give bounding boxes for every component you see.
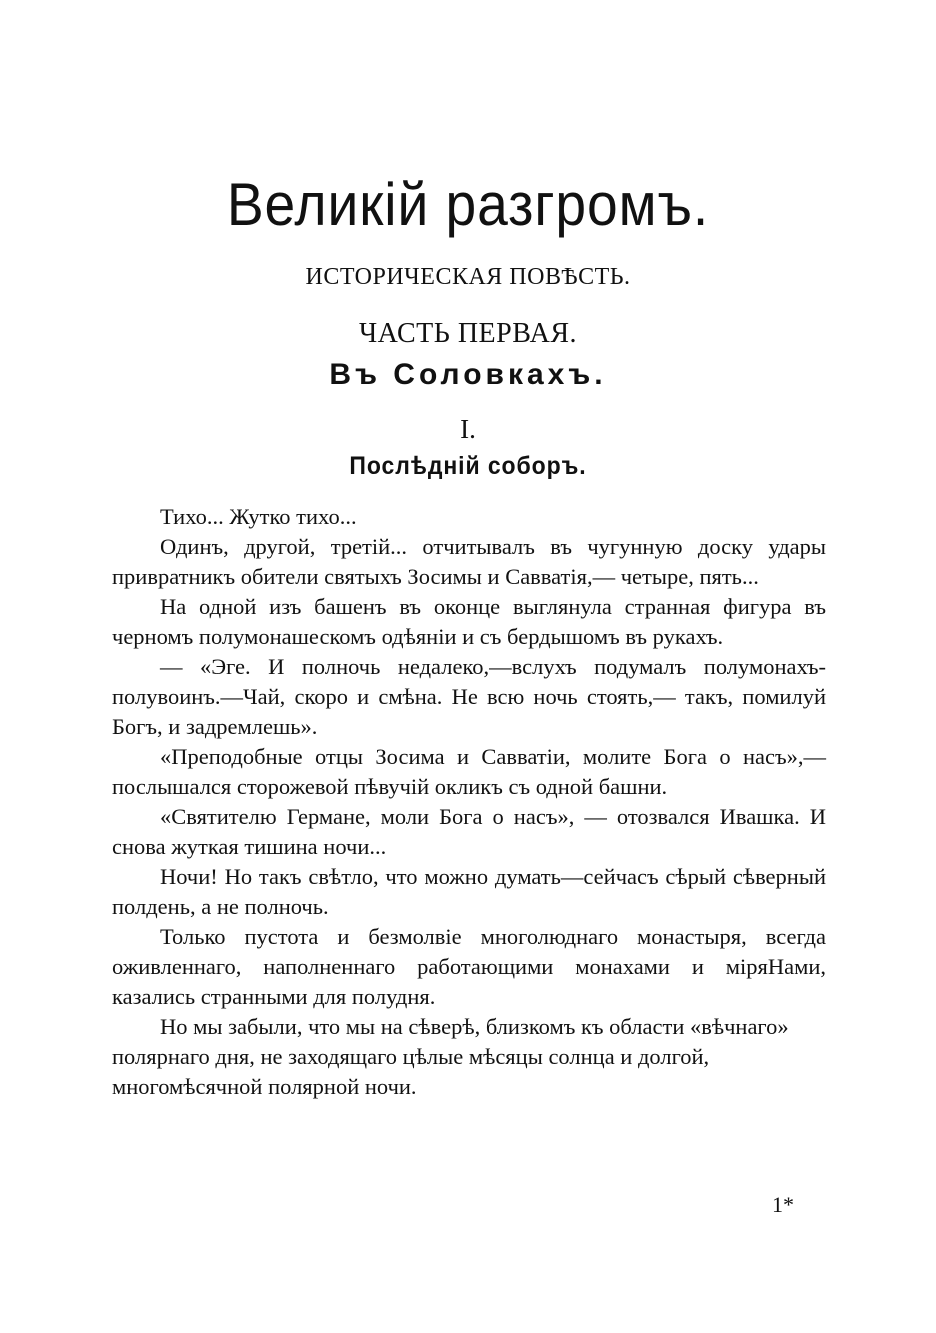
book-title: Великій разгромъ. [226,171,710,238]
part-heading: ЧАСТЬ ПЕРВАЯ. [358,318,578,349]
chapter-body [112,502,826,1102]
paragraph: «Святителю Германе, моли Бога о насъ», — отозвался Ивашка. И снова жуткая тишина ночи... [112,804,826,859]
chapter-number: I. [460,414,476,444]
paragraph: «Преподобные отцы Зосима и Савватіи, молите Бога о насъ»,—послышался сторожевой пѣвучій окликъ съ одной башни. [112,744,826,799]
paragraph: Только пустота и безмолвіе многолюднаго монастыря, всегда оживленнаго, наполненнаго работающими монахами и міряНами, казались странными для полудня. [112,924,826,1009]
paragraph: Одинъ, другой, третій... отчитывалъ въ чугунную доску удары привратникъ обители святыхъ Зосимы и Савватія,— четыре, пять... [112,534,826,589]
chapter-title: Послѣдній соборъ. [349,452,587,480]
part-title: Въ Соловкахъ. [329,358,607,391]
paragraph: Тихо... Жутко тихо... [160,504,357,529]
page-number: 1* [772,1192,794,1217]
paragraph: На одной изъ башенъ въ оконце выглянула странная фигура въ черномъ полумонашескомъ одѣяніи и съ бердышомъ въ рукахъ. [112,594,826,649]
paragraph: Ночи! Но такъ свѣтло, что можно думать—сейчасъ сѣрый сѣверный полдень, а не полночь. [112,864,826,919]
paragraph: Но мы забыли, что мы на сѣверѣ, близкомъ къ области «вѣчнаго» полярнаго дня, не заходящаго цѣлые мѣсяцы солнца и долгой, многомѣсячной полярной ночи. [112,1014,789,1099]
book-subtitle: ИСТОРИЧЕСКАЯ ПОВѢСТЬ. [305,264,631,290]
paragraph: — «Эге. И полночь недалеко,—вслухъ подумалъ полумонахъ-полувоинъ.—Чай, скоро и смѣна. Не всю ночь стоять,— такъ, помилуй Богъ, и задремлешь». [112,654,826,739]
